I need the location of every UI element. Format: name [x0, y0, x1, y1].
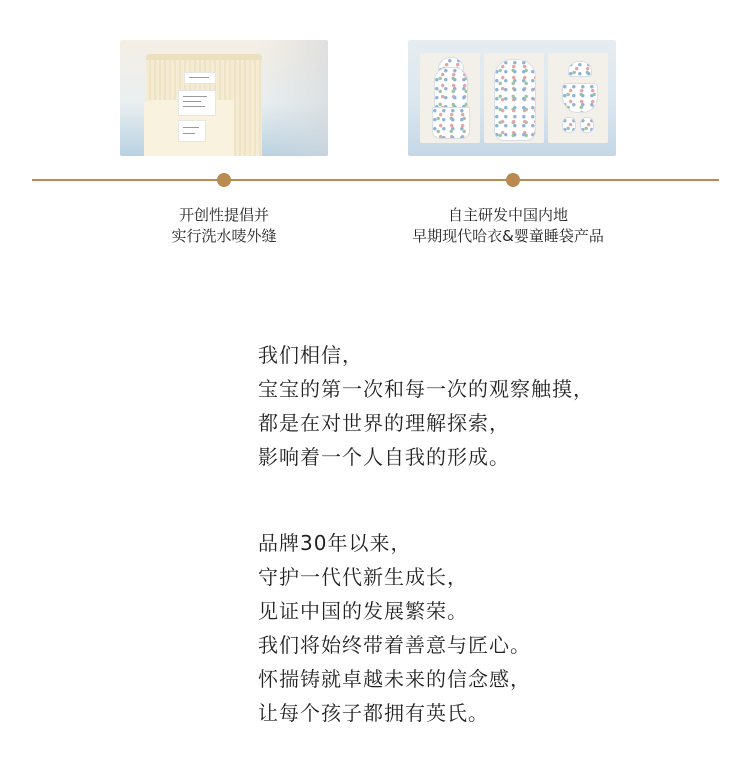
statement-line: 宝宝的第一次和每一次的观察触摸，: [258, 377, 594, 401]
product-panel-sleeping-bag: [484, 53, 544, 143]
wash-label-tag: [184, 72, 216, 84]
product-panel-accessories: [548, 53, 608, 143]
timeline-line: [32, 179, 719, 181]
sleeping-bag: [494, 59, 536, 141]
timeline-dot: [506, 173, 520, 187]
caption-line: 开创性提倡并: [178, 206, 269, 224]
baby-hat: [568, 61, 592, 77]
caption-line: 实行洗水唛外缝: [171, 227, 277, 245]
wash-label-tag: [178, 120, 206, 142]
statement-line: 我们将始终带着善意与匠心。: [258, 633, 531, 657]
statement-line: 见证中国的发展繁荣。: [258, 599, 468, 623]
statement-line: 让每个孩子都拥有英氏。: [258, 701, 489, 725]
statement-line: 品牌30年以来，: [258, 531, 412, 555]
milestone-caption: [363, 205, 653, 247]
romper-legs: [432, 107, 470, 139]
product-panel-romper: [420, 53, 480, 143]
baby-mitten: [580, 117, 594, 133]
statement-line: 守护一代代新生成长，: [258, 565, 468, 589]
statement-paragraph: [258, 338, 728, 474]
baby-mitten: [562, 117, 576, 133]
statement-line: 我们相信，: [258, 343, 363, 367]
statement-line: 影响着一个人自我的形成。: [258, 445, 510, 469]
caption-line: 早期现代哈衣&婴童睡袋产品: [412, 227, 604, 245]
caption-line: 自主研发中国内地: [447, 206, 568, 224]
timeline-dot: [217, 173, 231, 187]
baby-bib: [562, 83, 598, 113]
statement-line: 怀揣铸就卓越未来的信念感，: [258, 667, 531, 691]
milestone-caption: [124, 205, 324, 247]
milestone-image-wash-label: [120, 40, 328, 156]
image-shade: [258, 40, 328, 156]
statement-paragraph: [258, 526, 728, 730]
wash-label-tag: [178, 90, 216, 116]
statement-line: 都是在对世界的理解探索，: [258, 411, 510, 435]
milestone-image-baby-products: [408, 40, 616, 156]
